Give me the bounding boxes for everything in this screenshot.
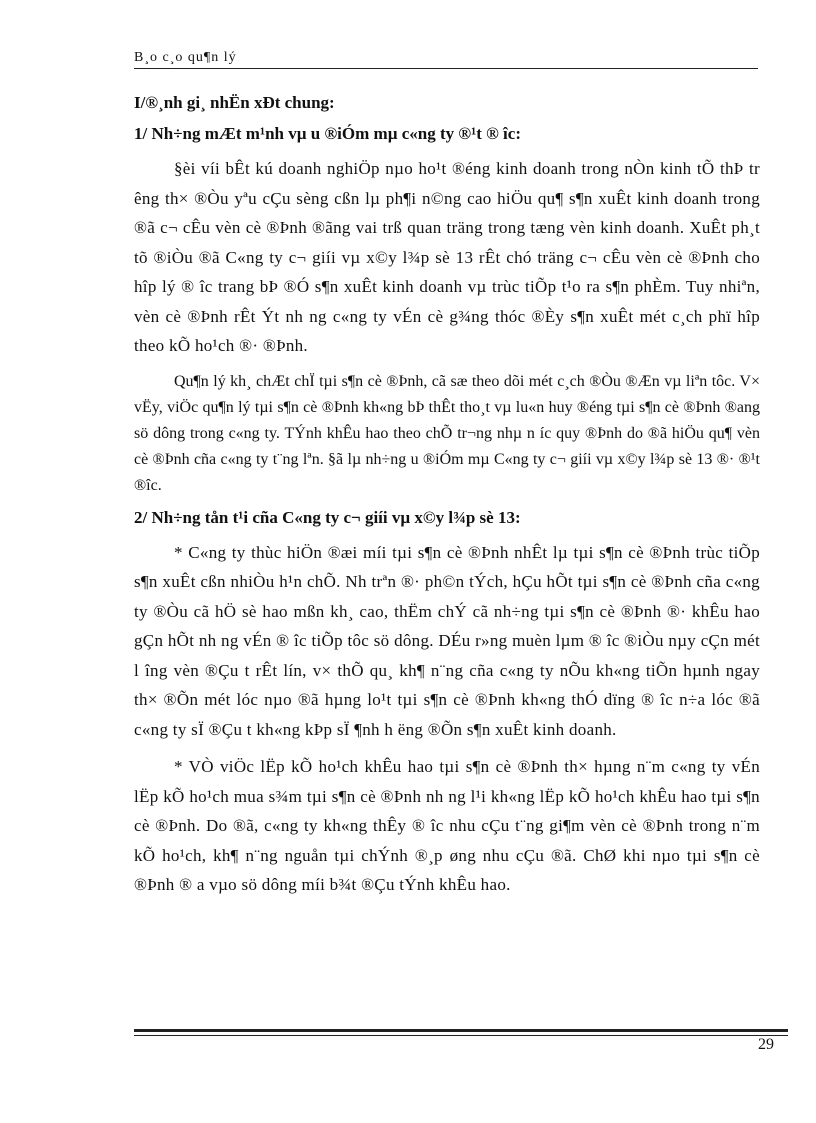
section-heading: I/®¸nh gi¸ nhËn xÐt chung: <box>134 93 335 112</box>
page-number: 29 <box>758 1036 774 1053</box>
footer-divider-thin <box>134 1035 788 1036</box>
page-header-title: B¸o c¸o qu¶n lý <box>134 50 237 65</box>
footer-divider-thick <box>134 1029 788 1032</box>
subheading-weaknesses: 2/ Nh÷ng tån t¹i cña C«ng ty c¬ giíi vµ x©y l¾p sè 13: <box>134 507 521 527</box>
paragraph-weaknesses-1: * C«ng ty thùc hiÖn ®æi míi tµi s¶n cè ®Þnh nhÊt lµ tµi s¶n cè ®Þnh trùc tiÕp s¶n xuÊt cßn nhiÒu h¹n chÕ. Nh trªn ®· ph©n tÝch, hÇu hÕt tµi s¶n cè ®Þnh cña c«ng ty ®Òu cã hÖ sè hao mßn kh¸ cao, thËm chÝ cã nh÷ng tµi s¶n cè ®Þnh ®· khÊu hao gÇn hÕt nh ng vÉn ® îc tiÕp tôc sö dông. DÉu r»ng muèn lµm ® îc ®iÒu nµy cÇn mét l îng vèn ®Çu t rÊt lín, v× thÕ qu¸ kh¶ n¨ng cña c«ng ty nÕu kh«ng tiÕn hµnh ngay th× ®Õn mét lóc nµo ®ã hµng lo¹t tµi s¶n cè ®Þnh kh«ng thÓ dïng ® îc n÷a lóc ®ã c«ng ty sÏ ®Çu t kh«ng kÞp sÏ ¶nh h ëng ®Õn s¶n xuÊt kinh doanh. <box>134 542 760 739</box>
paragraph-strengths-2: Qu¶n lý kh¸ chÆt chÏ tµi s¶n cè ®Þnh, cã sæ theo dõi mét c¸ch ®Òu ®Æn vµ liªn tôc. V× vËy, viÖc qu¶n lý tµi s¶n cè ®Þnh kh«ng bÞ thÊt tho¸t vµ lu«n huy ®éng tµi s¶n cè ®Þnh ®ang sö dông trong c«ng ty. TÝnh khÊu hao theo chÕ tr¬ng nhµ n íc quy ®Þnh do ®ã hiÖu qu¶ vèn cè ®Þnh cña c«ng ty t¨ng lªn. §ã lµ nh÷ng u ®iÓm mµ C«ng ty c¬ giíi vµ x©y l¾p sè 13 ®· ®¹t ®îc. <box>134 372 760 494</box>
paragraph-strengths-1: §èi víi bÊt kú doanh nghiÖp nµo ho¹t ®éng kinh doanh trong nÒn kinh tÕ thÞ tr êng th× ®Òu yªu cÇu sèng cßn lµ ph¶i n©ng cao hiÖu qu¶ s¶n xuÊt kinh doanh trong ®ã c¬ cÊu vèn cè ®Þnh ®ãng vai trß quan träng trong tæng vèn kinh doanh. XuÊt ph¸t tõ ®iÒu ®ã C«ng ty c¬ giíi vµ x©y l¾p sè 13 rÊt chó träng c¬ cÊu vèn cè ®Þnh cho hîp lý ® îc trang bÞ ®Ó s¶n xuÊt kinh doanh vµ trùc tiÕp t¹o ra s¶n phÈm. Tuy nhiªn, vèn cè ®Þnh rÊt Ýt nh ng c«ng ty vÉn cè g¾ng thóc ®Èy s¶n xuÊt mét c¸ch phï hîp theo kÕ ho¹ch ®· ®Þnh. <box>134 159 760 355</box>
paragraph-weaknesses-2: * VÒ viÖc lËp kÕ ho¹ch khÊu hao tµi s¶n cè ®Þnh th× hµng n¨m c«ng ty vÉn lËp kÕ ho¹ch mua s¾m tµi s¶n cè ®Þnh nh ng l¹i kh«ng lËp kÕ ho¹ch khÊu hao tµi s¶n cè ®Þnh. Do ®ã, c«ng ty kh«ng thÊy ® îc nhu cÇu t¨ng gi¶m vèn cè ®Þnh trong n¨m kÕ ho¹ch, kh¶ n¨ng nguån tµi chÝnh ®¸p øng nhu cÇu ®ã. ChØ khi nµo tµi s¶n cè ®Þnh ® a vµo sö dông míi b¾t ®Çu tÝnh khÊu hao. <box>134 757 760 894</box>
header-divider <box>134 68 758 69</box>
subheading-strengths: 1/ Nh÷ng mÆt m¹nh vµ u ®iÓm mµ c«ng ty ®¹t ® îc: <box>134 124 521 143</box>
document-body <box>134 92 760 908</box>
